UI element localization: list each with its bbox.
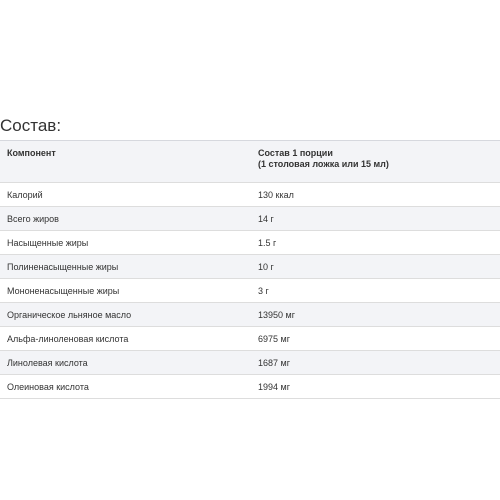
row-component: Всего жиров	[7, 214, 59, 224]
row-amount: 1.5 г	[258, 238, 277, 248]
table-row	[0, 182, 500, 206]
row-component: Олеиновая кислота	[7, 382, 89, 392]
row-amount: 1687 мг	[258, 358, 290, 368]
header-amount-line2: (1 столовая ложка или 15 мл)	[258, 159, 389, 169]
row-amount: 130 ккал	[258, 190, 294, 200]
table-header-row	[0, 140, 500, 182]
row-component: Линолевая кислота	[7, 358, 88, 368]
composition-table	[0, 140, 500, 399]
table-row	[0, 374, 500, 399]
row-component: Полиненасыщенные жиры	[7, 262, 119, 272]
row-amount: 14 г	[258, 214, 274, 224]
row-amount: 6975 мг	[258, 334, 290, 344]
row-component: Калорий	[7, 190, 43, 200]
row-amount: 3 г	[258, 286, 269, 296]
header-amount	[250, 141, 500, 182]
section-title: Состав:	[0, 116, 62, 135]
row-component: Насыщенные жиры	[7, 238, 89, 248]
table-row	[0, 230, 500, 254]
header-amount-line1: Состав 1 порции	[258, 148, 333, 158]
row-component: Органическое льняное масло	[7, 310, 132, 320]
row-component: Мононенасыщенные жиры	[7, 286, 120, 296]
table-row	[0, 278, 500, 302]
table-row	[0, 350, 500, 374]
row-component: Альфа-линоленовая кислота	[7, 334, 129, 344]
table-row	[0, 206, 500, 230]
row-amount: 10 г	[258, 262, 274, 272]
table-row	[0, 326, 500, 350]
table-row	[0, 302, 500, 326]
row-amount: 13950 мг	[258, 310, 295, 320]
row-amount: 1994 мг	[258, 382, 290, 392]
header-component: Компонент	[7, 148, 56, 158]
table-row	[0, 254, 500, 278]
